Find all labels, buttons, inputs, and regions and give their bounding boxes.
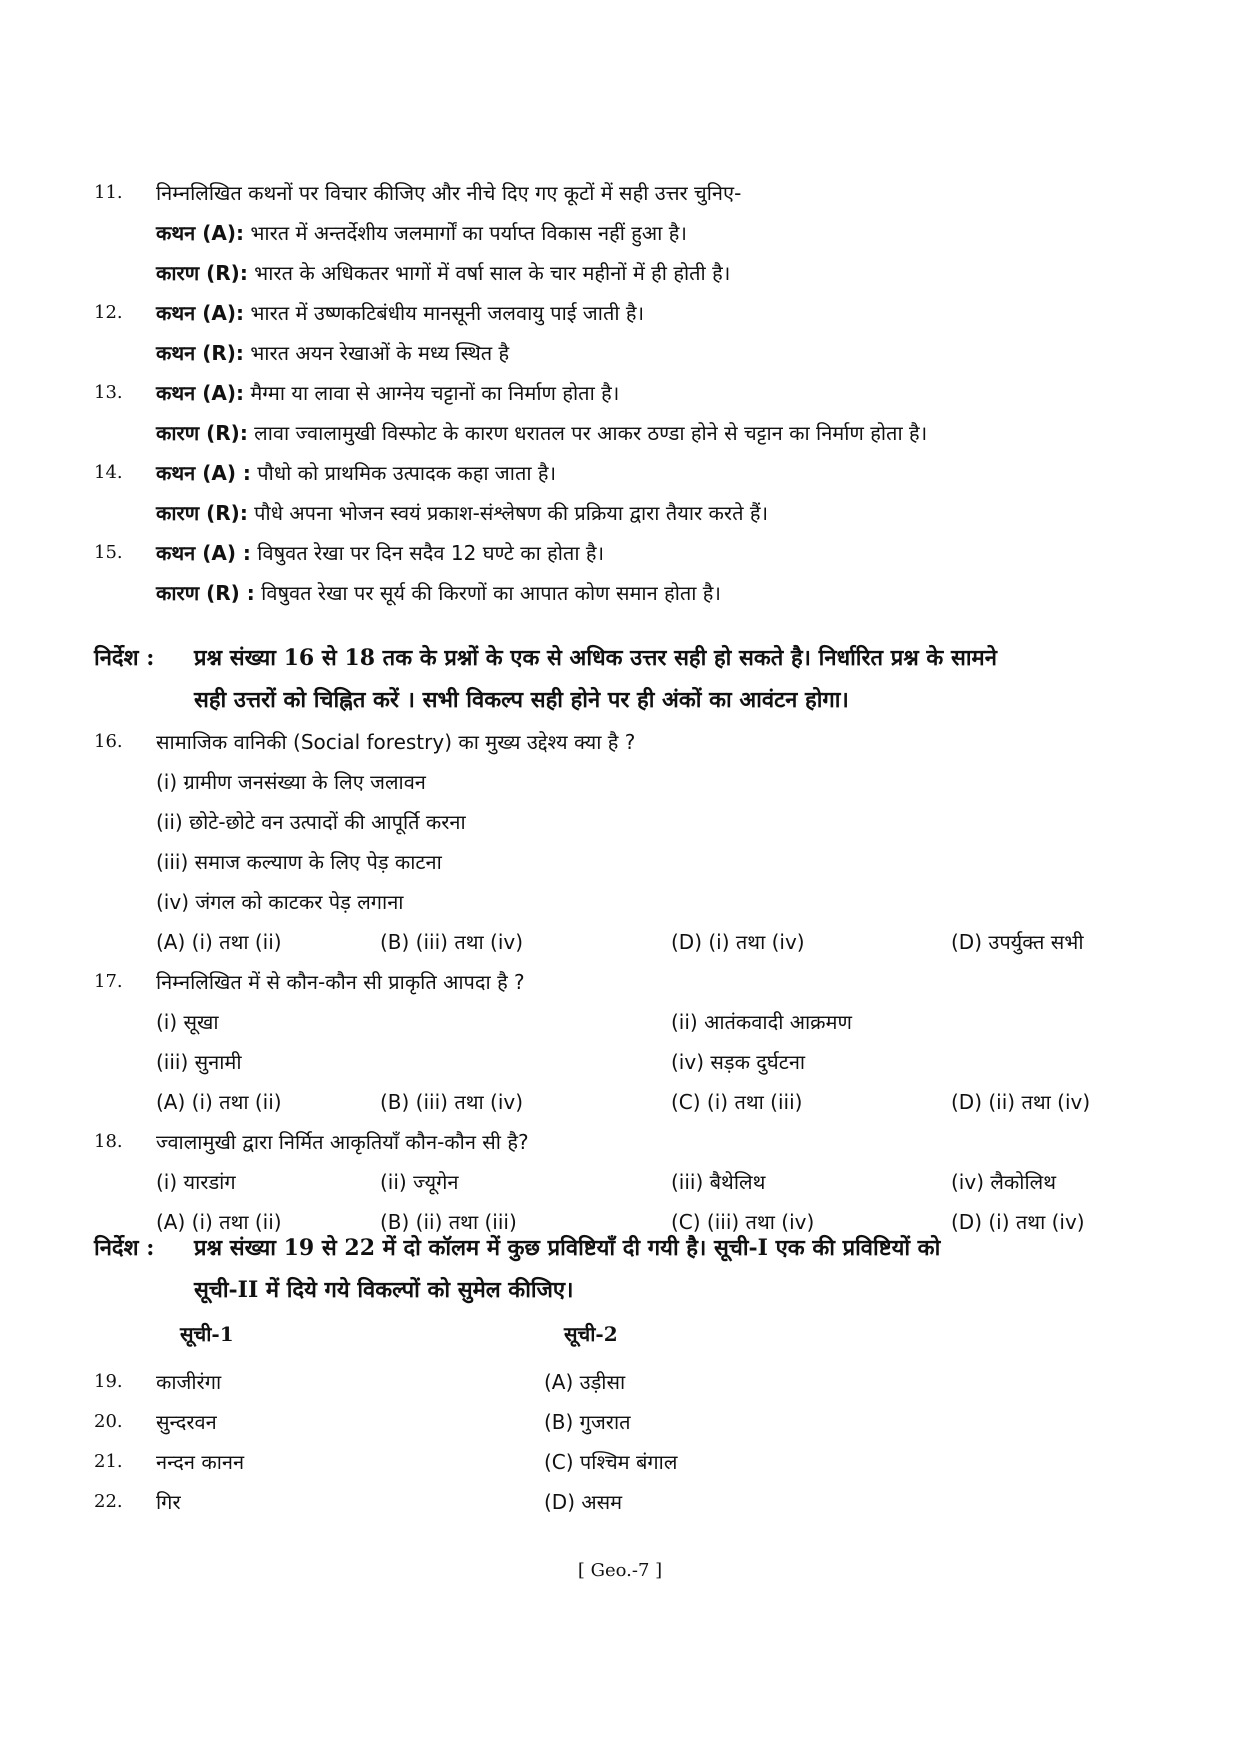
reason-text: पौधे अपना भोजन स्वयं प्रकाश-संश्लेषण की प्रक्रिया द्वारा तैयार करते हैं। bbox=[247, 501, 769, 525]
option-d[interactable]: (D) (ii) तथा (iv) bbox=[951, 1090, 1091, 1114]
question-text: सामाजिक वानिकी (Social forestry) का मुख्य उद्देश्य क्या है ? bbox=[156, 730, 636, 754]
list-item: (iii) सुनामी bbox=[156, 1050, 242, 1074]
match-left-item: गिर bbox=[156, 1490, 181, 1514]
option-c[interactable]: (C) (i) तथा (iii) bbox=[671, 1090, 803, 1114]
option-b[interactable]: (B) (iii) तथा (iv) bbox=[380, 930, 524, 954]
option-d[interactable]: (D) (i) तथा (iv) bbox=[951, 1210, 1085, 1234]
assertion-label: कथन (A): bbox=[156, 221, 244, 245]
match-right-item: (A) उड़ीसा bbox=[544, 1370, 626, 1394]
option-d[interactable]: (D) उपर्युक्त सभी bbox=[951, 930, 1084, 954]
assertion-text: मैग्मा या लावा से आग्नेय चट्टानों का निर्माण होता है। bbox=[243, 381, 620, 405]
list-item: (i) यारडांग bbox=[156, 1170, 236, 1194]
reason-line bbox=[156, 493, 1156, 533]
direction-text-line-2: सही उत्तरों को चिह्नित करें । सभी विकल्प सही होने पर ही अंकों का आवंटन होगा। bbox=[194, 687, 849, 713]
reason-label: कारण (R): bbox=[156, 501, 248, 525]
list-item: (iii) बैथेलिथ bbox=[671, 1170, 766, 1194]
direction-text-line-2: सूची-II में दिये गये विकल्पों को सुमेल कीजिए। bbox=[194, 1277, 574, 1303]
list-item: (iv) सड़क दुर्घटना bbox=[671, 1050, 806, 1074]
assertion-label: कथन (A): bbox=[156, 301, 244, 325]
list-item: (iii) समाज कल्याण के लिए पेड़ काटना bbox=[156, 850, 442, 874]
question-number: 11. bbox=[94, 182, 123, 203]
reason-text: लावा ज्वालामुखी विस्फोट के कारण धरातल पर आकर ठण्डा होने से चट्टान का निर्माण होता है। bbox=[247, 421, 928, 445]
item-row bbox=[156, 1002, 1156, 1042]
answer-options bbox=[156, 922, 1156, 962]
question-number: 17. bbox=[94, 971, 123, 992]
list-1-heading: सूची-1 bbox=[180, 1322, 234, 1346]
page-footer: [ Geo.-7 ] bbox=[577, 1560, 663, 1581]
reason-label: कारण (R): bbox=[156, 421, 248, 445]
list-item: (ii) आतंकवादी आक्रमण bbox=[671, 1010, 852, 1034]
assertion-line bbox=[156, 293, 1156, 333]
assertion-text: भारत में अन्तर्देशीय जलमार्गों का पर्याप्त विकास नहीं हुआ है। bbox=[243, 221, 687, 245]
match-right-item: (B) गुजरात bbox=[544, 1410, 631, 1434]
match-row bbox=[94, 1442, 1154, 1482]
reason-line bbox=[156, 253, 1156, 293]
option-b[interactable]: (B) (iii) तथा (iv) bbox=[380, 1090, 524, 1114]
assertion-text: विषुवत रेखा पर दिन सदैव 12 घण्टे का होता है। bbox=[250, 541, 605, 565]
reason-line bbox=[156, 413, 1156, 453]
list-item: (iv) लैकोलिथ bbox=[951, 1170, 1056, 1194]
item-row bbox=[156, 1042, 1156, 1082]
question-number: 13. bbox=[94, 382, 123, 403]
question-number: 12. bbox=[94, 302, 123, 323]
question-number: 15. bbox=[94, 542, 123, 563]
list-item: (i) ग्रामीण जनसंख्या के लिए जलावन bbox=[156, 770, 426, 794]
assertion-line bbox=[156, 453, 1156, 493]
match-row bbox=[94, 1482, 1154, 1522]
reason-line bbox=[156, 333, 1156, 373]
match-right-item: (D) असम bbox=[544, 1490, 623, 1514]
reason-label: कारण (R) : bbox=[156, 581, 255, 605]
option-a[interactable]: (A) (i) तथा (ii) bbox=[156, 1210, 282, 1234]
direction-text-line-1: प्रश्न संख्या 19 से 22 में दो कॉलम में कुछ प्रविष्टियाँ दी गयी है। सूची-I एक की प्रविष्टियों को bbox=[194, 1235, 941, 1261]
match-row bbox=[94, 1402, 1154, 1442]
question-text: निम्नलिखित में से कौन-कौन सी प्राकृति आपदा है ? bbox=[156, 970, 525, 994]
list-item: (ii) ज्यूगेन bbox=[380, 1170, 459, 1194]
question-intro: निम्नलिखित कथनों पर विचार कीजिए और नीचे दिए गए कूटों में सही उत्तर चुनिए- bbox=[156, 181, 742, 205]
match-left-item: सुन्दरवन bbox=[156, 1410, 217, 1434]
reason-label: कथन (R): bbox=[156, 341, 244, 365]
option-c[interactable]: (C) (iii) तथा (iv) bbox=[671, 1210, 815, 1234]
assertion-text: पौधो को प्राथमिक उत्पादक कहा जाता है। bbox=[250, 461, 557, 485]
item-row bbox=[156, 1162, 1156, 1202]
match-left-item: काजीरंगा bbox=[156, 1370, 222, 1394]
assertion-label: कथन (A) : bbox=[156, 461, 251, 485]
reason-line bbox=[156, 573, 1156, 613]
option-c[interactable]: (D) (i) तथा (iv) bbox=[671, 930, 805, 954]
match-right-item: (C) पश्चिम बंगाल bbox=[544, 1450, 678, 1474]
question-number: 22. bbox=[94, 1491, 123, 1512]
reason-text: भारत अयन रेखाओं के मध्य स्थित है bbox=[243, 341, 510, 365]
assertion-line bbox=[156, 213, 1156, 253]
reason-text: भारत के अधिकतर भागों में वर्षा साल के चार महीनों में ही होती है। bbox=[247, 261, 731, 285]
assertion-line bbox=[156, 373, 1156, 413]
direction-text-line-1: प्रश्न संख्या 16 से 18 तक के प्रश्नों के एक से अधिक उत्तर सही हो सकते है। निर्धारित प्रश्न के सामने bbox=[194, 645, 997, 671]
match-left-item: नन्दन कानन bbox=[156, 1450, 245, 1474]
assertion-line bbox=[156, 533, 1156, 573]
question-number: 18. bbox=[94, 1131, 123, 1152]
assertion-label: कथन (A) : bbox=[156, 541, 251, 565]
answer-options bbox=[156, 1082, 1156, 1122]
assertion-label: कथन (A): bbox=[156, 381, 244, 405]
question-number: 14. bbox=[94, 462, 123, 483]
question-number: 16. bbox=[94, 731, 123, 752]
direction-label: निर्देश : bbox=[94, 645, 155, 671]
reason-text: विषुवत रेखा पर सूर्य की किरणों का आपात कोण समान होता है। bbox=[254, 581, 722, 605]
list-item: (iv) जंगल को काटकर पेड़ लगाना bbox=[156, 890, 404, 914]
list-item: (ii) छोटे-छोटे वन उत्पादों की आपूर्ति करना bbox=[156, 810, 466, 834]
question-number: 21. bbox=[94, 1451, 123, 1472]
reason-label: कारण (R): bbox=[156, 261, 248, 285]
option-a[interactable]: (A) (i) तथा (ii) bbox=[156, 930, 282, 954]
assertion-text: भारत में उष्णकटिबंधीय मानसूनी जलवायु पाई जाती है। bbox=[243, 301, 645, 325]
option-a[interactable]: (A) (i) तथा (ii) bbox=[156, 1090, 282, 1114]
list-item: (i) सूखा bbox=[156, 1010, 219, 1034]
question-number: 20. bbox=[94, 1411, 123, 1432]
option-b[interactable]: (B) (ii) तथा (iii) bbox=[380, 1210, 517, 1234]
question-text: ज्वालामुखी द्वारा निर्मित आकृतियाँ कौन-कौन सी है? bbox=[156, 1130, 529, 1154]
question-number: 19. bbox=[94, 1371, 123, 1392]
direction-label: निर्देश : bbox=[94, 1235, 155, 1261]
match-row bbox=[94, 1362, 1154, 1402]
list-2-heading: सूची-2 bbox=[564, 1322, 618, 1346]
